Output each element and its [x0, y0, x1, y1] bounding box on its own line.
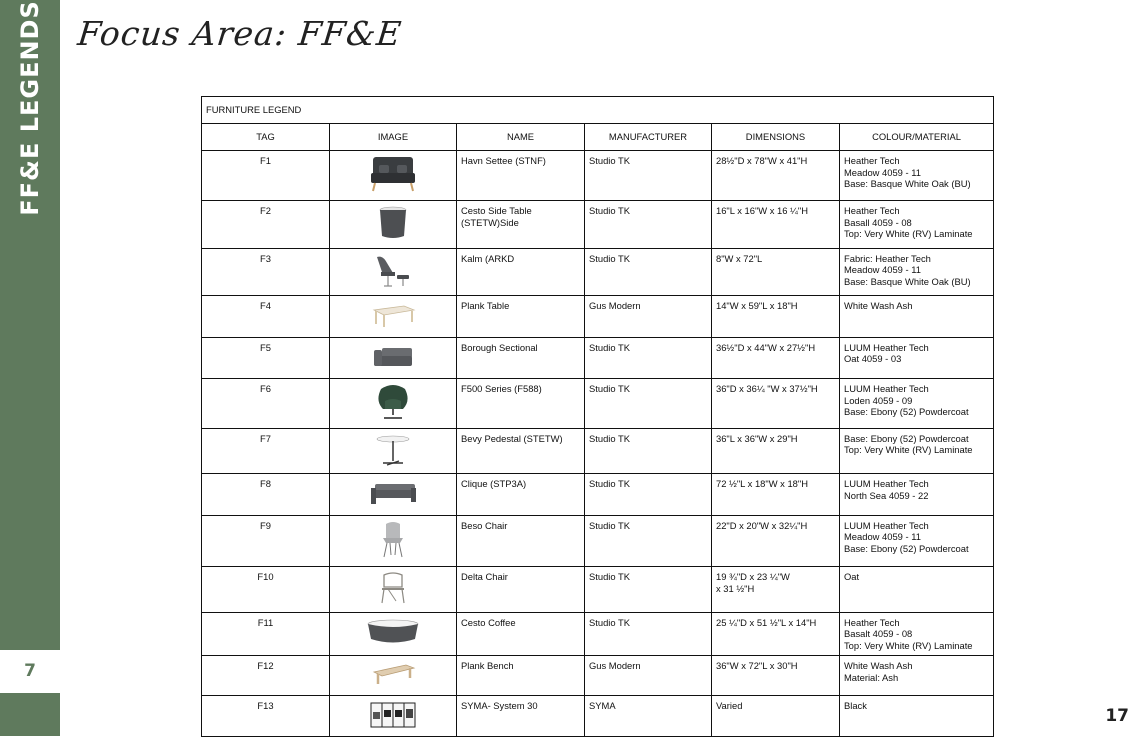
colour-material-line: Basall 4059 - 08	[844, 216, 912, 228]
row-colour-material	[840, 337, 994, 379]
table-row	[202, 695, 994, 737]
colour-material-line: Top: Very White (RV) Laminate	[844, 639, 973, 651]
colour-material-line: LUUM Heather Tech	[844, 478, 929, 489]
row-manufacturer: Studio TK	[585, 567, 712, 613]
row-colour-material	[840, 248, 994, 296]
section-number: 7	[24, 661, 36, 681]
row-name: SYMA- System 30	[457, 695, 585, 737]
row-dimensions: 36"W x 72"L x 30"H	[712, 656, 840, 696]
row-colour-material	[840, 567, 994, 613]
colour-material-line: LUUM Heather Tech	[844, 519, 929, 531]
sectional-sofa-icon	[370, 363, 416, 374]
colour-material-line: Heather Tech	[844, 155, 900, 166]
table-row	[202, 379, 994, 429]
row-colour-material	[840, 201, 994, 249]
colour-material-line: Loden 4059 - 09	[844, 394, 913, 406]
colour-material-line: Meadow 4059 - 11	[844, 166, 921, 178]
coffee-table-icon	[365, 638, 421, 649]
colour-material-line: Oat	[844, 571, 860, 582]
colour-material-line: LUUM Heather Tech	[844, 341, 929, 353]
table-row	[202, 474, 994, 516]
row-image	[330, 337, 457, 379]
colour-material-line: Black	[844, 699, 867, 711]
row-tag: F2	[202, 201, 330, 249]
display-system-icon	[369, 721, 417, 732]
row-colour-material	[840, 474, 994, 516]
row-name: Delta Chair	[457, 567, 585, 613]
row-name: Plank Table	[457, 296, 585, 338]
row-manufacturer: Studio TK	[585, 428, 712, 474]
row-manufacturer: Studio TK	[585, 515, 712, 567]
row-dimensions: 28½"D x 78"W x 41"H	[712, 151, 840, 201]
table-row	[202, 567, 994, 613]
row-colour-material	[840, 656, 994, 696]
row-manufacturer: Studio TK	[585, 612, 712, 656]
row-dimensions: 19 ¾"D x 23 ¼"W x 31 ½"H	[712, 567, 840, 613]
row-name: Cesto Coffee	[457, 612, 585, 656]
colour-material-line: Material: Ash	[844, 671, 899, 683]
row-manufacturer: Studio TK	[585, 474, 712, 516]
row-name: Bevy Pedestal (STETW)	[457, 428, 585, 474]
row-name: Havn Settee (STNF)	[457, 151, 585, 201]
row-colour-material	[840, 151, 994, 201]
colour-material-line: Heather Tech	[844, 616, 900, 628]
header-manufacturer: MANUFACTURER	[585, 124, 712, 151]
row-dimensions: 14"W x 59"L x 18"H	[712, 296, 840, 338]
colour-material-line: Top: Very White (RV) Laminate	[844, 228, 973, 239]
row-tag: F13	[202, 695, 330, 737]
lounge-chair-ottoman-icon	[373, 280, 413, 291]
colour-material-line: Base: Basque White Oak (BU)	[844, 275, 971, 287]
row-name: F500 Series (F588)	[457, 379, 585, 429]
page-heading: Focus Area: FF&E	[75, 14, 404, 53]
row-image	[330, 656, 457, 696]
colour-material-line: Meadow 4059 - 11	[844, 264, 921, 275]
wire-chair-icon	[376, 596, 410, 607]
row-tag: F5	[202, 337, 330, 379]
row-dimensions: 36½"D x 44"W x 27½"H	[712, 337, 840, 379]
colour-material-line: Base: Ebony (52) Powdercoat	[844, 542, 969, 554]
colour-material-line: Base: Ebony (52) Powdercoat	[844, 406, 969, 417]
row-image	[330, 695, 457, 737]
row-manufacturer: Gus Modern	[585, 296, 712, 338]
high-back-settee-icon	[367, 184, 419, 195]
egg-lounge-chair-icon	[373, 412, 413, 423]
row-dimensions: 22"D x 20"W x 32¼"H	[712, 515, 840, 567]
header-name: NAME	[457, 124, 585, 151]
row-manufacturer: Studio TK	[585, 248, 712, 296]
row-colour-material	[840, 612, 994, 656]
colour-material-line: Base: Basque White Oak (BU)	[844, 178, 971, 189]
row-tag: F9	[202, 515, 330, 567]
row-image	[330, 428, 457, 474]
bench-sofa-icon	[367, 499, 419, 510]
row-manufacturer: Gus Modern	[585, 656, 712, 696]
plank-bench-icon	[370, 679, 416, 690]
row-dimensions: Varied	[712, 695, 840, 737]
row-tag: F12	[202, 656, 330, 696]
row-tag: F7	[202, 428, 330, 474]
row-name: Plank Bench	[457, 656, 585, 696]
sidebar	[0, 0, 60, 736]
row-image	[330, 201, 457, 249]
row-manufacturer: Studio TK	[585, 201, 712, 249]
row-tag: F4	[202, 296, 330, 338]
row-image	[330, 296, 457, 338]
table-row	[202, 337, 994, 379]
colour-material-line: Base: Ebony (52) Powdercoat	[844, 432, 969, 444]
row-name: Kalm (ARKD	[457, 248, 585, 296]
header-image: IMAGE	[330, 124, 457, 151]
row-colour-material	[840, 428, 994, 474]
row-dimensions: 8"W x 72"L	[712, 248, 840, 296]
colour-material-line: North Sea 4059 - 22	[844, 489, 929, 501]
shell-chair-icon	[378, 551, 408, 562]
colour-material-line: Fabric: Heather Tech	[844, 252, 931, 264]
plank-table-icon	[370, 321, 416, 332]
table-row	[202, 656, 994, 696]
header-colour-material: COLOUR/MATERIAL	[840, 124, 994, 151]
table-row	[202, 201, 994, 249]
row-dimensions: 36"D x 36¼ "W x 37½"H	[712, 379, 840, 429]
section-number-box	[0, 650, 60, 693]
row-dimensions: 36"L x 36"W x 29"H	[712, 428, 840, 474]
row-manufacturer: SYMA	[585, 695, 712, 737]
row-name: Beso Chair	[457, 515, 585, 567]
furniture-legend-table	[201, 96, 994, 737]
colour-material-line: Heather Tech	[844, 205, 900, 216]
row-tag: F3	[202, 248, 330, 296]
pedestal-table-icon	[373, 458, 413, 469]
page-number: 17	[1105, 706, 1129, 726]
row-colour-material	[840, 515, 994, 567]
row-manufacturer: Studio TK	[585, 337, 712, 379]
row-name: Cesto Side Table (STETW)Side	[457, 201, 585, 249]
row-image	[330, 248, 457, 296]
row-image	[330, 515, 457, 567]
table-row	[202, 248, 994, 296]
row-image	[330, 567, 457, 613]
table-row	[202, 428, 994, 474]
header-tag: TAG	[202, 124, 330, 151]
table-row	[202, 515, 994, 567]
row-tag: F11	[202, 612, 330, 656]
cylinder-side-table-icon	[376, 232, 410, 243]
row-dimensions: 25 ¼"D x 51 ½"L x 14"H	[712, 612, 840, 656]
row-tag: F1	[202, 151, 330, 201]
row-tag: F8	[202, 474, 330, 516]
row-manufacturer: Studio TK	[585, 151, 712, 201]
row-image	[330, 151, 457, 201]
row-tag: F10	[202, 567, 330, 613]
row-colour-material	[840, 296, 994, 338]
row-dimensions: 16"L x 16"W x 16 ¼"H	[712, 201, 840, 249]
colour-material-line: LUUM Heather Tech	[844, 383, 929, 394]
row-image	[330, 379, 457, 429]
table-title: FURNITURE LEGEND	[202, 97, 994, 124]
colour-material-line: Basalt 4059 - 08	[844, 628, 913, 639]
table-row	[202, 151, 994, 201]
row-colour-material	[840, 695, 994, 737]
row-name: Clique (STP3A)	[457, 474, 585, 516]
colour-material-line: Top: Very White (RV) Laminate	[844, 444, 973, 455]
row-image	[330, 612, 457, 656]
row-dimensions: 72 ½"L x 18"W x 18"H	[712, 474, 840, 516]
header-dimensions: DIMENSIONS	[712, 124, 840, 151]
row-colour-material	[840, 379, 994, 429]
sidebar-title: FF&E LEGENDS	[16, 0, 44, 216]
row-image	[330, 474, 457, 516]
table-row	[202, 612, 994, 656]
header-row	[202, 124, 994, 151]
row-tag: F6	[202, 379, 330, 429]
row-name: Borough Sectional	[457, 337, 585, 379]
row-manufacturer: Studio TK	[585, 379, 712, 429]
colour-material-line: Oat 4059 - 03	[844, 353, 902, 364]
colour-material-line: White Wash Ash	[844, 660, 913, 671]
table-row	[202, 296, 994, 338]
colour-material-line: Meadow 4059 - 11	[844, 531, 921, 542]
colour-material-line: White Wash Ash	[844, 300, 913, 311]
